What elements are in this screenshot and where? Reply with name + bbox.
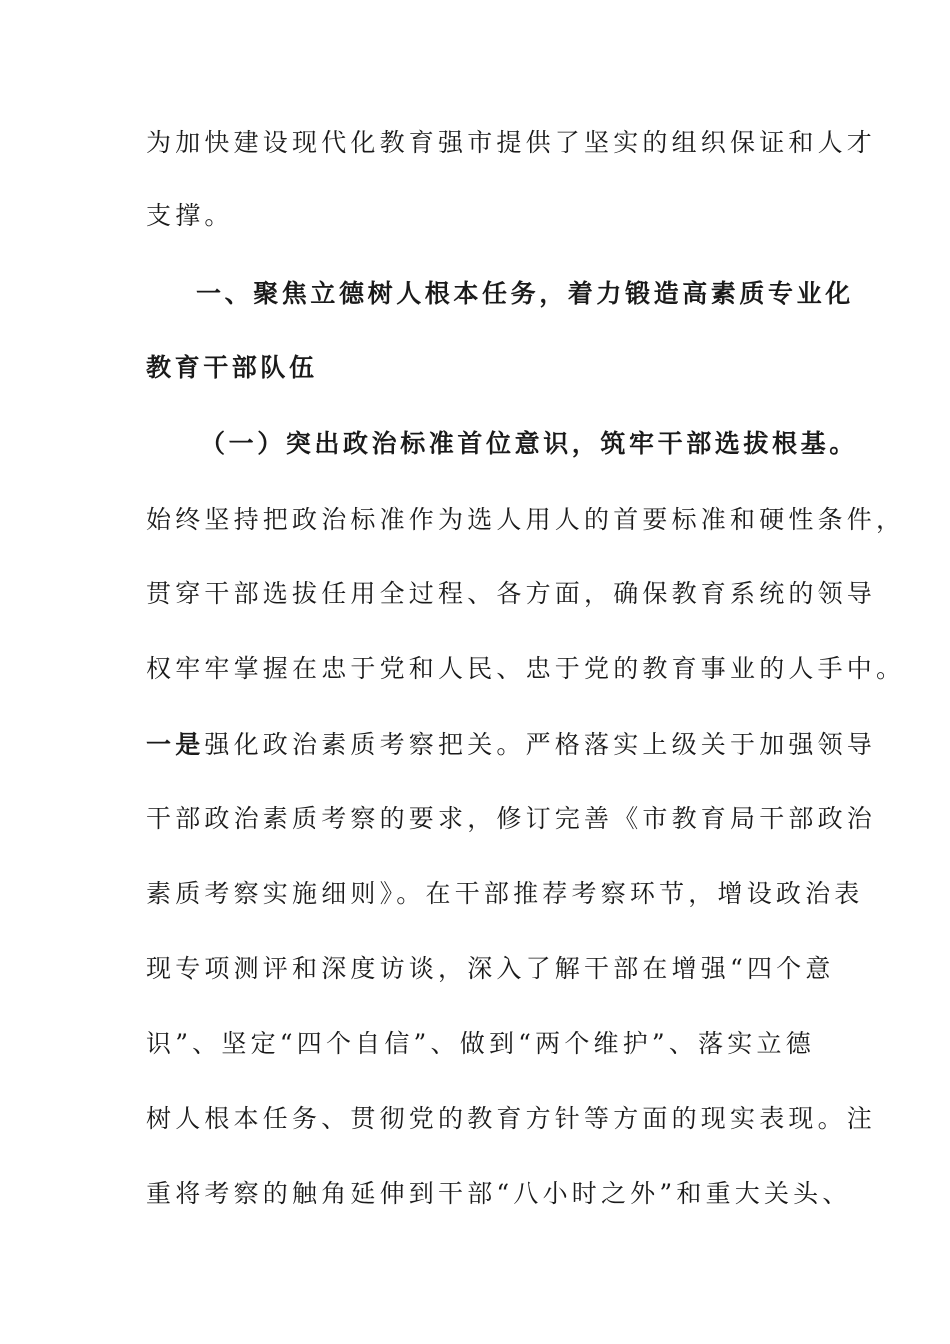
body-line-9: 树人根本任务、贯彻党的教育方针等方面的现实表现。注 [146,1104,877,1133]
subsection-heading: （一）突出政治标准首位意识，筑牢干部选拔根基。 [200,429,858,458]
intro-line-1: 为加快建设现代化教育强市提供了坚实的组织保证和人才 [146,128,877,157]
body-line-4-rest: 强化政治素质考察把关。严格落实上级关于加强领导 [204,730,877,759]
body-line-5: 干部政治素质考察的要求，修订完善《市教育局干部政治 [146,804,877,833]
intro-line-2: 支撑。 [146,201,234,230]
body-line-10: 重将考察的触角延伸到干部“八小时之外”和重大关头、 [146,1179,852,1208]
section-heading-line-1: 一、聚焦立德树人根本任务，着力锻造高素质专业化 [196,279,854,308]
body-line-4-lead: 一是 [146,730,205,759]
body-line-6: 素质考察实施细则》。在干部推荐考察环节，增设政治表 [146,879,864,908]
body-line-1: 始终坚持把政治标准作为选人用人的首要标准和硬性条件， [146,505,906,534]
body-line-8: 识”、坚定“四个自信”、做到“两个维护”、落实立德 [146,1029,815,1058]
body-line-7: 现专项测评和深度访谈，深入了解干部在增强“四个意 [146,954,835,983]
body-line-2: 贯穿干部选拔任用全过程、各方面，确保教育系统的领导 [146,579,877,608]
body-line-4 [146,727,876,763]
section-heading-line-2: 教育干部队伍 [146,353,318,382]
body-line-3: 权牢牢掌握在忠于党和人民、忠于党的教育事业的人手中。 [146,654,906,683]
